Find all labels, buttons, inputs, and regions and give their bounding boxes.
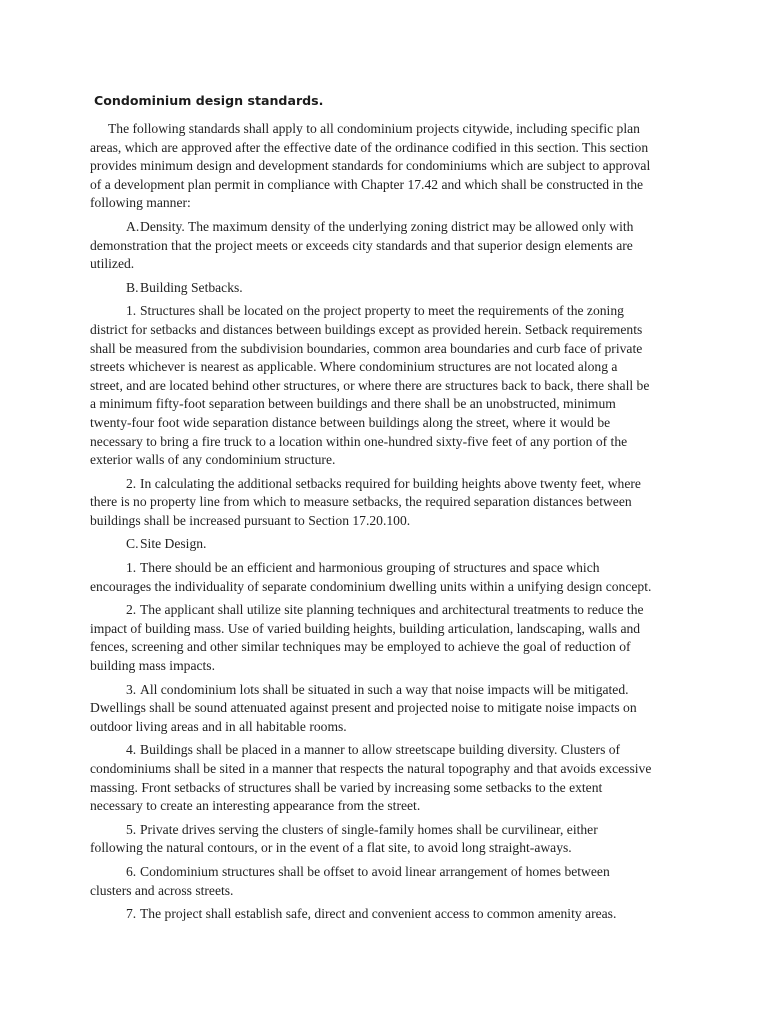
section-c-item-4 [90,741,653,815]
item-marker: 3. [126,681,137,697]
intro-paragraph [90,120,653,213]
section-c [90,535,653,554]
section-c-item-3 [90,681,653,737]
item-text: All condominium lots shall be situated in such a way that noise impacts will be mitigated. Dwellings shall be sound attenuated against present and projected noise to mitigate noise impacts on outdoor living areas and in all habitable rooms. [90,681,637,734]
item-marker: 2. [126,475,137,491]
section-c-item-2 [90,601,653,675]
item-marker: 5. [126,821,137,837]
item-marker: 4. [126,742,137,758]
item-marker: 1. [126,560,137,576]
item-marker: 1. [126,303,137,319]
section-c-item-1 [90,559,653,596]
item-text: The project shall establish safe, direct and convenient access to common amenity areas. [140,906,617,922]
document-body [90,120,653,929]
section-c-item-6 [90,863,653,900]
item-text: The applicant shall utilize site planning techniques and architectural treatments to reduce the impact of building mass. Use of varied building heights, building articulation, landscaping, walls and fences, screening and other similar techniques may be employed to achieve the goal of reduction of building mass impacts. [90,602,644,674]
item-text: In calculating the additional setbacks required for building heights above twenty feet, where there is no property line from which to measure setbacks, the required separation distances between buildings shall be increased pursuant to Section 17.20.100. [90,475,641,528]
section-c-item-5 [90,821,653,858]
section-c-item-7 [90,905,653,924]
section-b [90,279,653,298]
section-a [90,218,653,274]
document-title: Condominium design standards. [94,93,324,108]
item-marker: 6. [126,863,137,879]
section-b-item-1 [90,302,653,469]
item-marker: 2. [126,602,137,618]
section-heading: Site Design. [140,536,207,552]
item-text: Buildings shall be placed in a manner to allow streetscape building diversity. Clusters of condominiums shall be sited in a manner that respects the natural topography and that avoids excessive massing. Front setbacks of structures shall be varied by increasing some setbacks to the extent necessary to create an interesting appearance from the street. [90,742,652,814]
item-text: Condominium structures shall be offset to avoid linear arrangement of homes between clusters and across streets. [90,863,610,898]
section-text: Density. The maximum density of the underlying zoning district may be allowed only with demonstration that the project meets or exceeds city standards and that superior design elements are utilized. [90,218,634,272]
section-marker: A. [126,218,140,234]
section-heading: Building Setbacks. [140,279,243,295]
item-text: There should be an efficient and harmonious grouping of structures and space which encourages the individuality of separate condominium dwelling units within a unifying design concept. [90,560,652,594]
section-b-item-2 [90,475,653,531]
item-marker: 7. [126,906,137,922]
item-text: Private drives serving the clusters of single-family homes shall be curvilinear, either following the natural contours, or in the event of a flat site, to avoid long straight-aways. [90,821,598,856]
intro-text: The following standards shall apply to all condominium projects citywide, including specific plan areas, which are approved after the effective date of the ordinance codified in this section. This section provides minimum design and development standards for condominiums which are subject to approval of a development plan permit in compliance with Chapter 17.42 and which shall be constructed in the following manner: [90,121,651,211]
item-text: Structures shall be located on the project property to meet the requirements of the zoning district for setbacks and distances between buildings except as provided herein. Setback requirements shall be measured from the subdivision boundaries, common area boundaries and curb face of private streets whichever is nearest as applicable. Where condominium structures are not located along a street, and are located behind other structures, or where there are structures back to back, there shall be a minimum fifty-foot separation between buildings and there shall be an unobstructed, minimum twenty-four foot wide separation distance between buildings along the street, where it would be necessary to bring a fire truck to a location within one-hundred sixty-five feet of any portion of the exterior walls of any condominium structure. [90,303,650,468]
section-marker: C. [126,536,139,552]
section-marker: B. [126,279,139,295]
